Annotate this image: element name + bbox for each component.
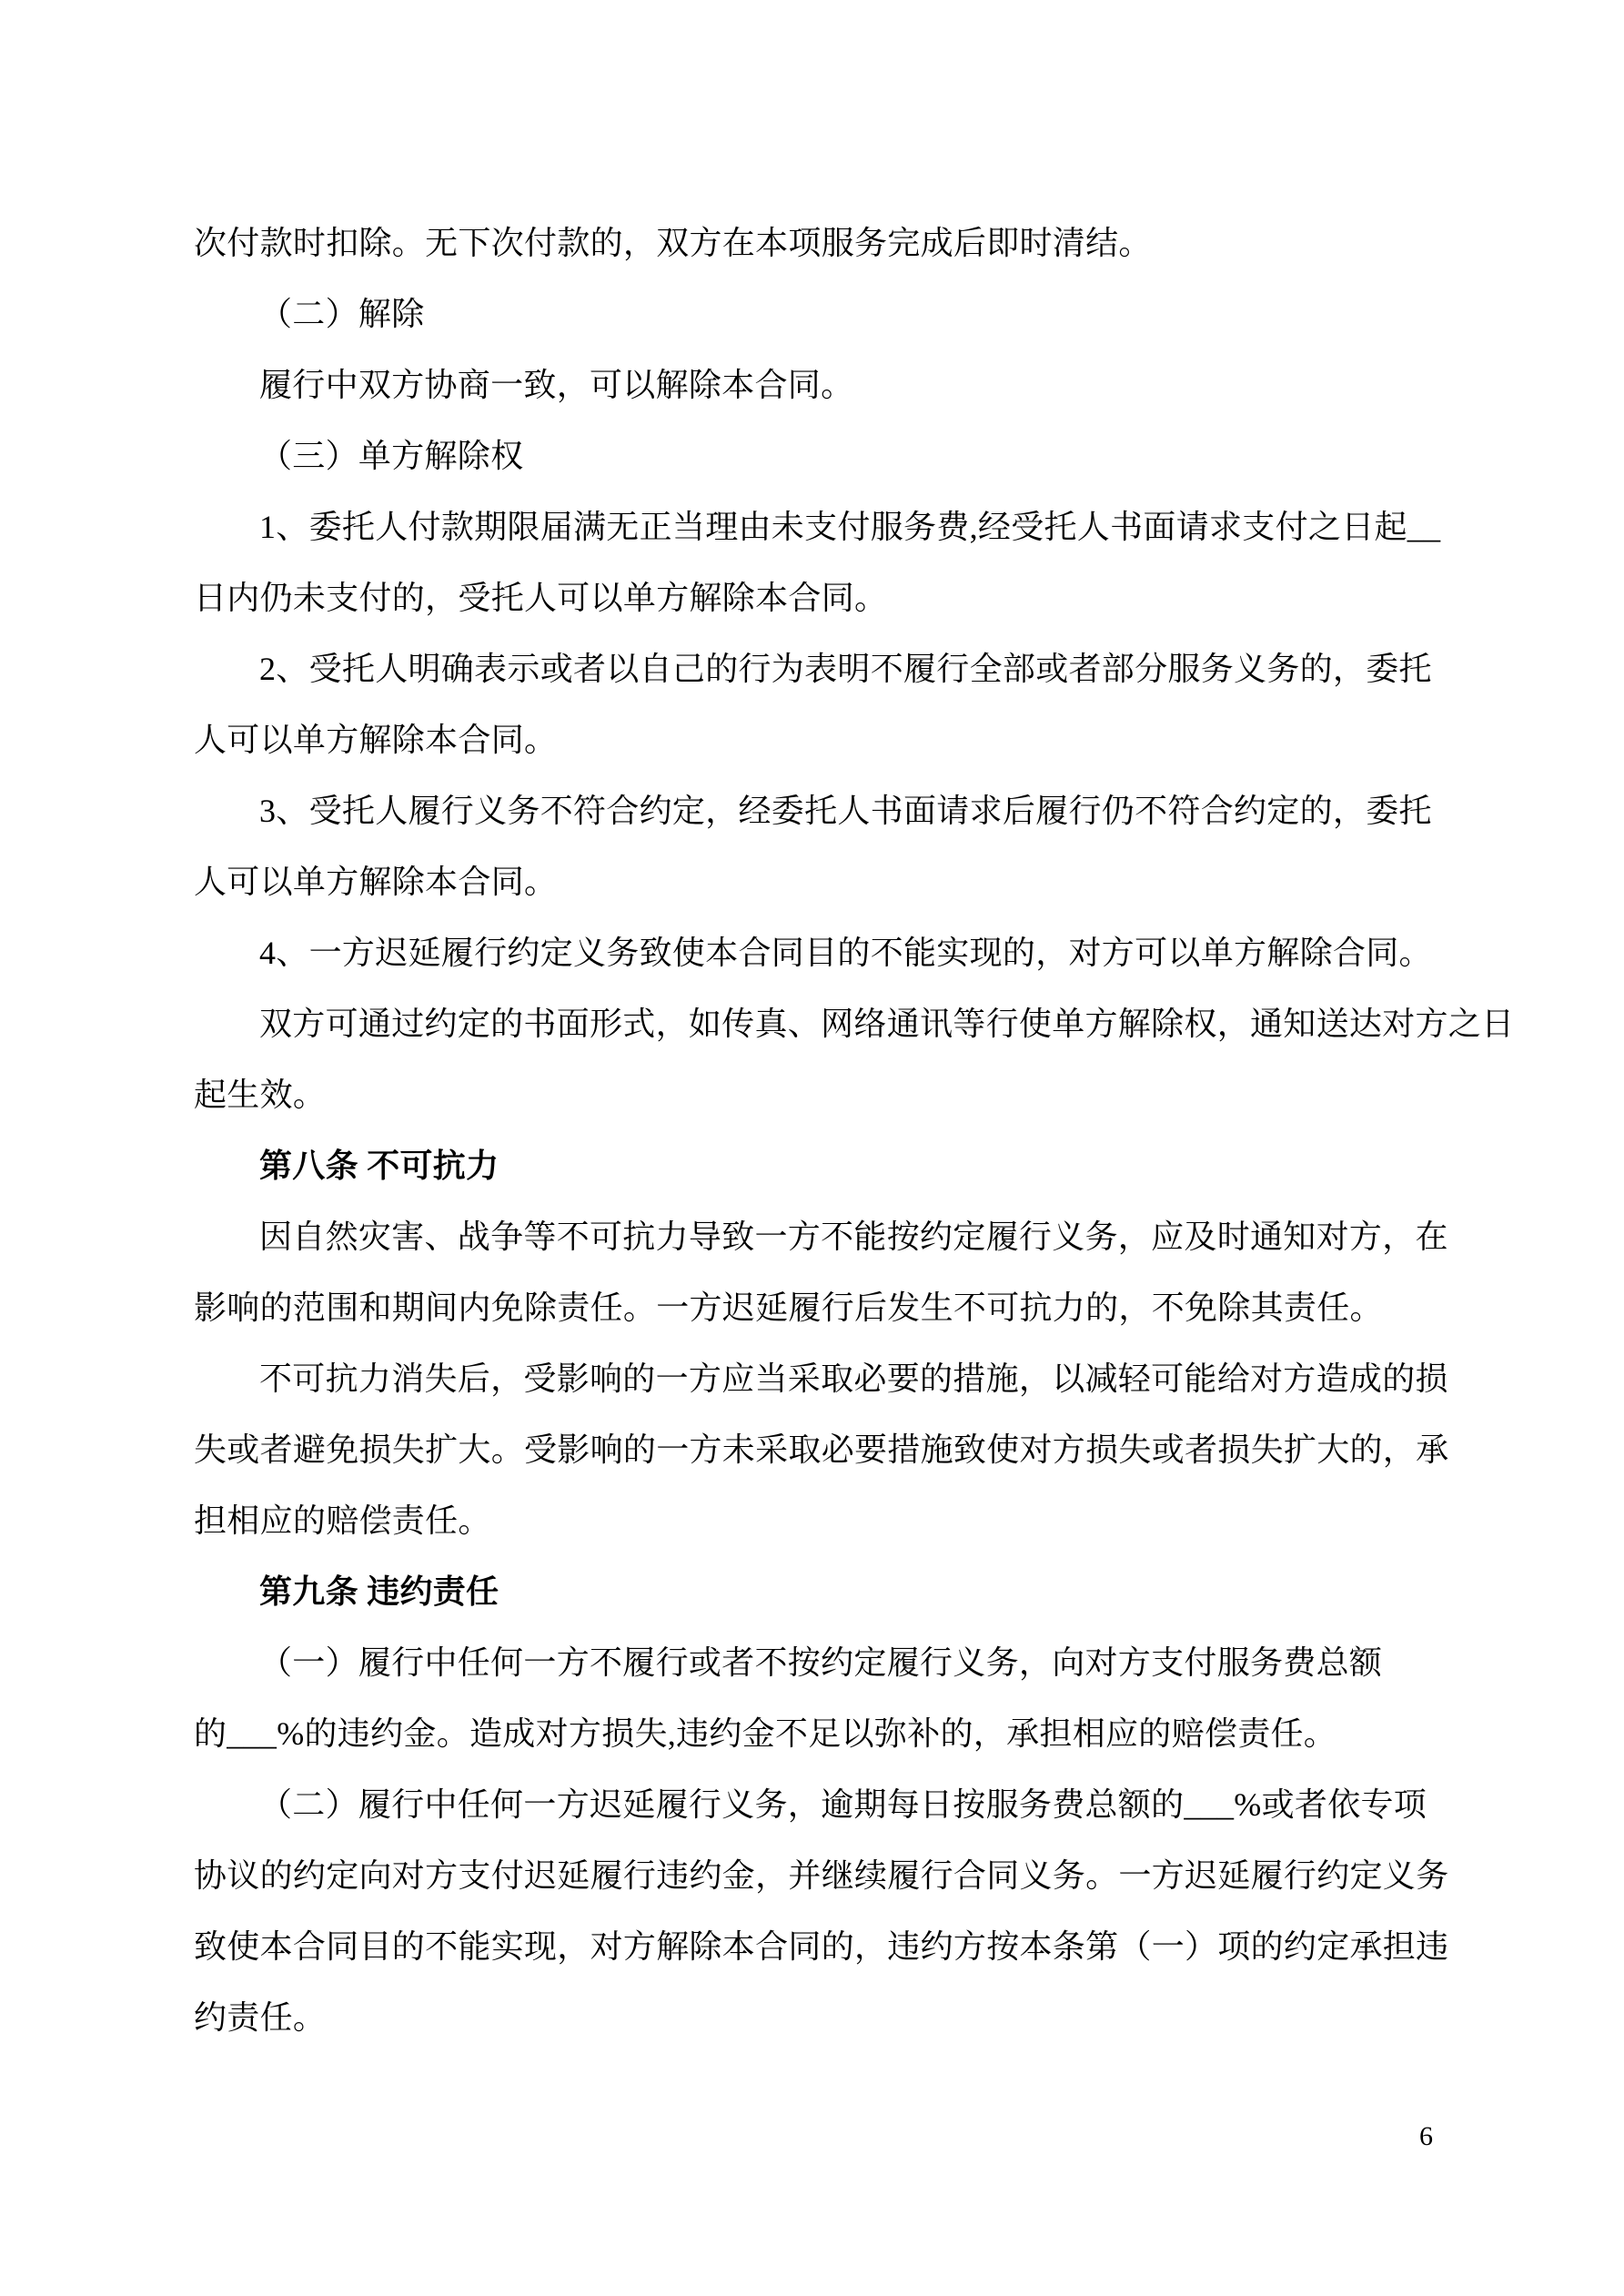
text-line: 双方可通过约定的书面形式，如传真、网络通讯等行使单方解除权，通知送达对方之日 <box>259 1006 1515 1042</box>
text-line: 起生效。 <box>194 1077 327 1113</box>
document-lines <box>194 207 1558 2053</box>
text-line: 担相应的赔偿责任。 <box>194 1502 491 1539</box>
text-line: 的___%的违约金。造成对方损失,违约金不足以弥补的，承担相应的赔偿责任。 <box>194 1715 1337 1752</box>
text-line: （三）单方解除权 <box>259 438 524 474</box>
text-line: 日内仍未支付的，受托人可以单方解除本合同。 <box>194 580 888 616</box>
text-line: 3、受托人履行义务不符合约定，经委托人书面请求后履行仍不符合约定的，委托 <box>259 793 1432 829</box>
text-line: 4、一方迟延履行约定义务致使本合同目的不能实现的，对方可以单方解除合同。 <box>259 935 1432 971</box>
text-line: 不可抗力消失后，受影响的一方应当采取必要的措施，以减轻可能给对方造成的损 <box>259 1360 1448 1397</box>
text-line: 1、委托人付款期限届满无正当理由未支付服务费,经受托人书面请求支付之日起__ <box>259 509 1441 545</box>
section-heading: 第九条 违约责任 <box>259 1573 499 1610</box>
text-line: 协议的约定向对方支付迟延履行违约金，并继续履行合同义务。一方迟延履行约定义务 <box>194 1857 1449 1894</box>
text-line: 失或者避免损失扩大。受影响的一方未采取必要措施致使对方损失或者损失扩大的，承 <box>194 1431 1449 1468</box>
text-line: 影响的范围和期间内免除责任。一方迟延履行后发生不可抗力的，不免除其责任。 <box>194 1290 1383 1326</box>
text-line: 履行中双方协商一致，可以解除本合同。 <box>259 367 854 403</box>
text-line: 致使本合同目的不能实现，对方解除本合同的，违约方按本条第（一）项的约定承担违 <box>194 1928 1449 1965</box>
text-line: 因自然灾害、战争等不可抗力导致一方不能按约定履行义务，应及时通知对方，在 <box>259 1219 1448 1255</box>
text-line: 人可以单方解除本合同。 <box>194 864 558 900</box>
text-line: 2、受托人明确表示或者以自己的行为表明不履行全部或者部分服务义务的，委托 <box>259 651 1432 687</box>
text-line: 次付款时扣除。无下次付款的，双方在本项服务完成后即时清结。 <box>194 225 1152 261</box>
section-heading: 第八条 不可抗力 <box>259 1148 499 1184</box>
text-line: （二）解除 <box>259 296 425 332</box>
text-line: 人可以单方解除本合同。 <box>194 722 558 758</box>
text-line: （一）履行中任何一方不履行或者不按约定履行义务，向对方支付服务费总额 <box>259 1644 1383 1681</box>
page-number: 6 <box>1419 2121 1433 2151</box>
text-line: 约责任。 <box>194 1999 327 2036</box>
text-line: （二）履行中任何一方迟延履行义务，逾期每日按服务费总额的___%或者依专项 <box>259 1786 1427 1823</box>
